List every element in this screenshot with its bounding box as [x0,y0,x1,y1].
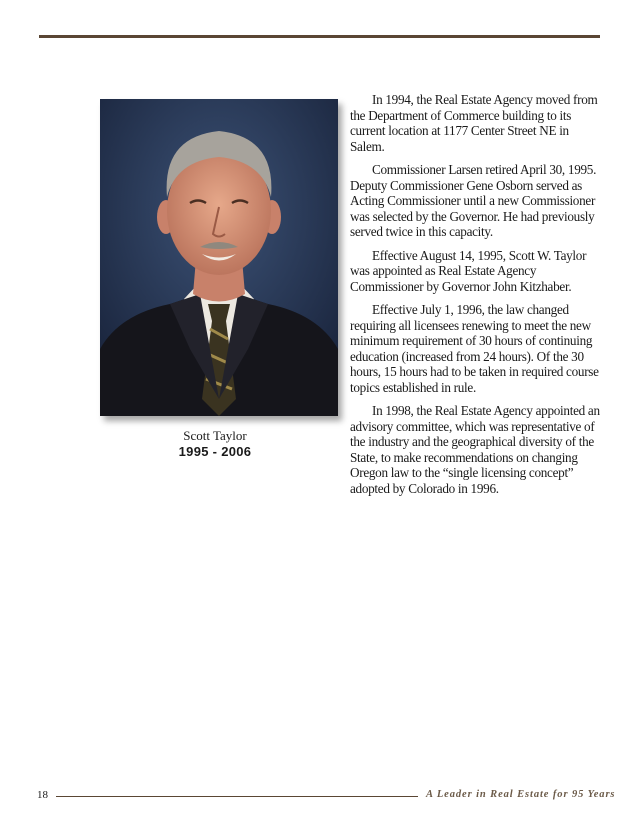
portrait-photo [100,99,338,416]
paragraph: Effective July 1, 1996, the law changed requiring all licensees renewing to meet the new minimum requirement of 30 hours of continuing education (increased from 24 hours). Of the 30 hours, 15 hours had to be taken in required course topics established in rule. [350,302,599,395]
page-number: 18 [37,789,48,801]
paragraph: In 1998, the Real Estate Agency appointed an advisory committee, which was representative of the industry and the geographical diversity of the State, to make recommendations on changing Oregon law to the “single licensing concept” adopted by Colorado in 1996. [350,403,600,496]
paragraph: Commissioner Larsen retired April 30, 1995. Deputy Commissioner Gene Osborn served as Acting Commissioner until a new Commissioner was selected by the Governor. He had previously served twice in this capacity. [350,162,597,239]
photo-caption [160,428,270,460]
caption-years: 1995 - 2006 [178,444,252,459]
paragraph: In 1994, the Real Estate Agency moved from the Department of Commerce building to its current location at 1177 Center Street NE in Salem. [350,92,598,154]
footer-rule [56,796,418,797]
body-text [350,92,604,504]
top-rule [39,35,600,38]
footer-title: A Leader in Real Estate for 95 Years [426,789,616,800]
paragraph: Effective August 14, 1995, Scott W. Taylor was appointed as Real Estate Agency Commissioner by Governor John Kitzhaber. [350,247,587,294]
caption-name: Scott Taylor [183,428,247,443]
